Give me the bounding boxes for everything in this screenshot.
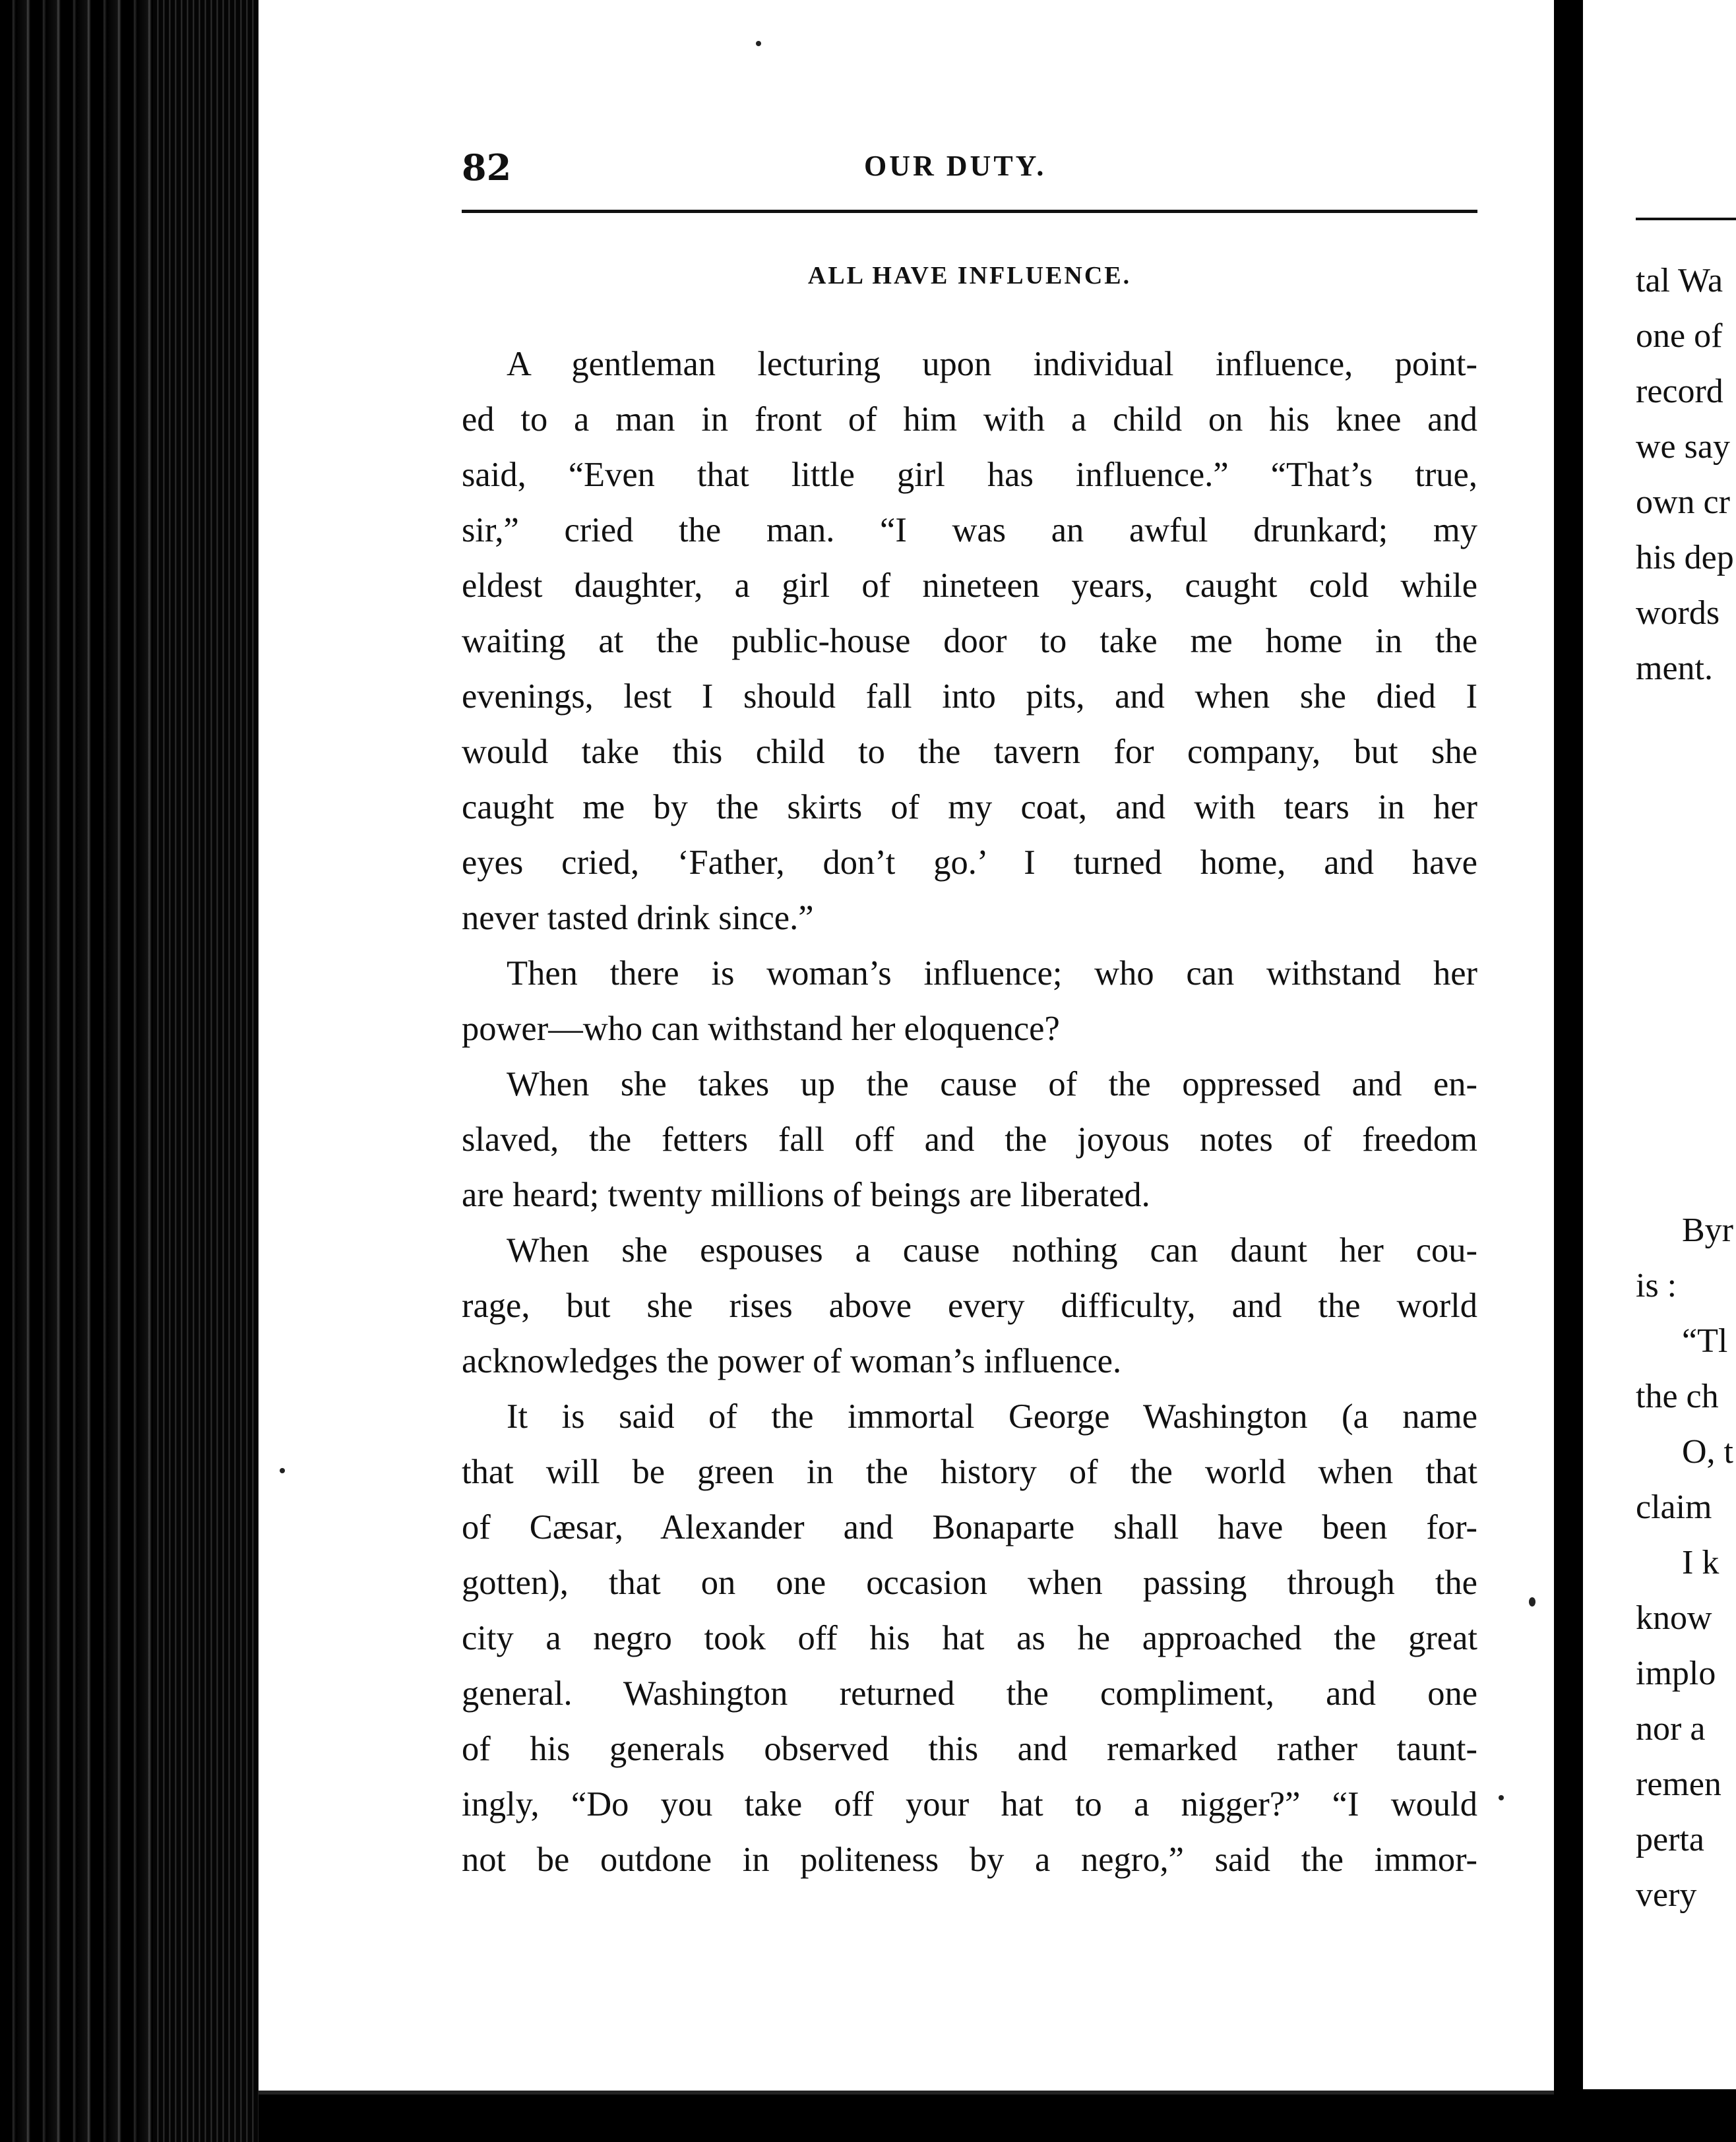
text-line: eyes cried, ‘Father, don’t go.’ I turned home, and have xyxy=(462,843,1477,882)
scan-speck xyxy=(1529,1597,1535,1606)
running-title: OUR DUTY. xyxy=(864,150,1047,182)
right-text-line: claim xyxy=(1636,1488,1712,1526)
text-line: When she espouses a cause nothing can daunt her cou- xyxy=(507,1231,1477,1270)
text-line: of Cæsar, Alexander and Bonaparte shall have been for- xyxy=(462,1508,1477,1546)
right-text-line: the ch xyxy=(1636,1378,1719,1415)
right-text-line: his dep xyxy=(1636,539,1734,576)
text-line: Then there is woman’s influence; who can withstand her xyxy=(507,954,1477,993)
text-line: power—who can withstand her eloquence? xyxy=(462,1010,1060,1048)
text-line: eldest daughter, a girl of nineteen years, caught cold while xyxy=(462,566,1477,605)
right-text-line: very xyxy=(1636,1876,1697,1914)
right-text-line: nor a xyxy=(1636,1710,1706,1748)
right-text-line: perta xyxy=(1636,1821,1704,1858)
right-text-line: Byr xyxy=(1682,1211,1733,1249)
right-text-line: remen xyxy=(1636,1765,1721,1803)
book-gutter xyxy=(1554,0,1583,2142)
text-line: general. Washington returned the compliment, and one xyxy=(462,1674,1477,1713)
text-line: sir,” cried the man. “I was an awful drunkard; my xyxy=(462,511,1477,549)
text-line: ingly, “Do you take off your hat to a nigger?” “I would xyxy=(462,1785,1477,1823)
page-edges xyxy=(153,0,259,2142)
text-line: slaved, the fetters fall off and the joyous notes of freedom xyxy=(462,1120,1477,1159)
section-title: ALL HAVE INFLUENCE. xyxy=(807,262,1132,290)
header-rule xyxy=(462,210,1477,213)
body-text xyxy=(462,336,1477,1887)
right-text-line: I k xyxy=(1682,1544,1720,1581)
text-line: rage, but she rises above every difficulty, and the world xyxy=(462,1287,1477,1325)
text-line: that will be green in the history of the world when that xyxy=(462,1453,1477,1491)
scan-speck xyxy=(756,41,761,46)
text-line: are heard; twenty millions of beings are liberated. xyxy=(462,1176,1150,1214)
scan-speck xyxy=(1499,1795,1504,1800)
text-line: It is said of the immortal George Washington (a name xyxy=(507,1397,1477,1436)
text-line: would take this child to the tavern for company, but she xyxy=(462,733,1477,771)
right-text-line: know xyxy=(1636,1599,1712,1637)
right-text-line: own cr xyxy=(1636,483,1730,521)
text-line: When she takes up the cause of the oppressed and en- xyxy=(507,1065,1477,1103)
right-text-line: we say xyxy=(1636,428,1730,466)
right-text-line: record xyxy=(1636,373,1723,410)
right-text-line: words xyxy=(1636,594,1720,632)
text-line: caught me by the skirts of my coat, and with tears in her xyxy=(462,788,1477,826)
text-line: waiting at the public-house door to take me home in the xyxy=(462,622,1477,660)
right-text-line: tal Wa xyxy=(1636,262,1723,299)
text-line: city a negro took off his hat as he approached the great xyxy=(462,1619,1477,1657)
right-text-line: “Tl xyxy=(1682,1322,1728,1360)
page-number: 82 xyxy=(462,146,512,189)
text-line: never tasted drink since.” xyxy=(462,899,814,937)
right-header-rule xyxy=(1636,218,1736,220)
text-line: evenings, lest I should fall into pits, and when she died I xyxy=(462,677,1477,716)
text-line: ed to a man in front of him with a child on his knee and xyxy=(462,400,1477,439)
right-text-line: O, t xyxy=(1682,1433,1733,1471)
right-text-line: one of xyxy=(1636,317,1723,355)
text-line: acknowledges the power of woman’s influence. xyxy=(462,1342,1122,1380)
text-line: said, “Even that little girl has influence.” “That’s true, xyxy=(462,456,1477,494)
text-line: not be outdone in politeness by a negro,” said the immor- xyxy=(462,1841,1477,1879)
text-line: gotten), that on one occasion when passing through the xyxy=(462,1564,1477,1602)
right-text-line: implo xyxy=(1636,1655,1716,1692)
right-text-line: ment. xyxy=(1636,650,1713,687)
text-line: of his generals observed this and remarked rather taunt- xyxy=(462,1730,1477,1768)
text-line: A gentleman lecturing upon individual influence, point- xyxy=(507,345,1477,383)
scan-speck xyxy=(280,1468,285,1473)
right-text-line: is : xyxy=(1636,1267,1677,1304)
